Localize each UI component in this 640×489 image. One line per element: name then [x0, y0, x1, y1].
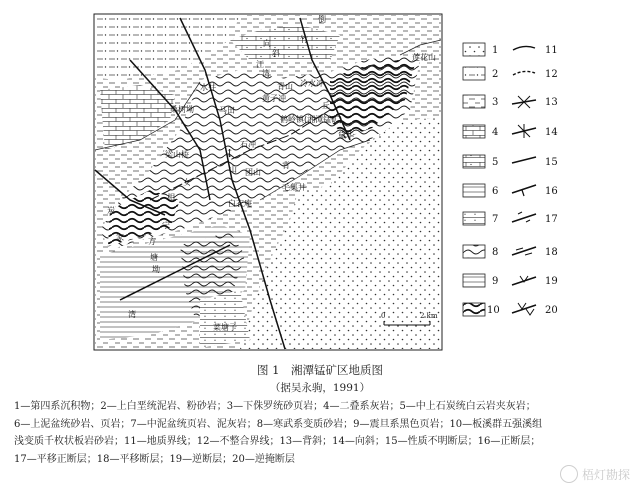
place-label: 鹤岭镇(湘潭锰矿)	[280, 115, 343, 124]
legend-col-1	[463, 43, 500, 316]
place-label: 菜塘子	[213, 323, 237, 332]
legend-number: 14	[545, 127, 558, 138]
place-label: 向	[263, 39, 271, 48]
legend-number: 18	[545, 247, 558, 258]
legend-swatch	[463, 303, 485, 316]
figure-title: 图 1 湘潭锰矿区地质图	[257, 363, 383, 377]
legend-swatch	[463, 184, 485, 197]
place-label: 团山	[245, 168, 261, 177]
legend-number: 16	[545, 186, 558, 197]
place-label: 莲花山	[412, 53, 436, 62]
place-label: 相	[167, 193, 175, 202]
legend-number: 12	[545, 69, 558, 80]
place-label: 背	[282, 161, 290, 170]
legend-symbol	[512, 276, 536, 285]
legend-number: 17	[545, 214, 558, 225]
place-label: 梁山桥	[165, 150, 189, 159]
legend-swatch	[463, 67, 485, 80]
place-label: 倒	[318, 15, 326, 24]
legend-swatch	[463, 43, 485, 56]
anticline-arrow-icon: ↕	[225, 147, 235, 160]
legend-symbol	[512, 247, 536, 255]
legend-line: 浅变质千枚状板岩砂岩；11—地质界线；12—不整合界线；13—背斜；14—向斜；15—性质不明断层；16—正断层；	[14, 436, 541, 447]
watermark	[560, 465, 630, 483]
figure-legend-text	[14, 398, 614, 468]
legend-number: 20	[545, 305, 558, 316]
legend-line: 6—上泥盆统砂岩、页岩；7—中泥盆统页岩、泥灰岩；8—寒武系变质砂岩；9—震旦系黑色页岩；10—板溪群五强溪组	[14, 418, 543, 430]
place-label: 毛集井	[282, 183, 306, 192]
legend-number: 7	[492, 214, 499, 225]
figure-source: （据吴永驹，1991）	[269, 382, 371, 394]
legend-symbol	[513, 46, 535, 50]
legend-swatch	[463, 125, 485, 138]
place-label: 江	[256, 60, 264, 69]
legend-symbol	[512, 185, 536, 196]
place-label: 湾	[128, 310, 136, 319]
scale-label: 2 km	[420, 312, 438, 320]
legend-line: 17—平移正断层；18—平移断层；19—逆断层；20—逆掩断层	[14, 453, 295, 465]
legend-col-2	[512, 46, 536, 315]
legend-symbol	[512, 212, 536, 222]
scale-zero: 0	[381, 312, 386, 320]
place-label: 山	[229, 165, 237, 174]
legend-symbol	[512, 124, 536, 138]
place-label: 水井	[200, 83, 216, 92]
legend-number: 10	[487, 305, 500, 316]
place-label: 家	[116, 233, 124, 242]
legend-number: 2	[492, 69, 499, 80]
place-label: 湾	[262, 69, 270, 78]
legend-number: 3	[492, 97, 499, 108]
place-label: 方	[148, 237, 156, 246]
legend-number: 15	[545, 157, 558, 168]
place-label: 斜	[272, 49, 280, 58]
legend-symbol	[512, 96, 536, 108]
legend-number: 1	[492, 45, 499, 56]
wechat-logo-icon	[560, 465, 578, 483]
legend-number: 19	[545, 276, 558, 287]
place-label: 石冲	[240, 140, 256, 149]
legend-number: 9	[492, 276, 499, 287]
legend-swatch	[463, 155, 485, 168]
place-label: 炭	[107, 206, 115, 215]
place-label: 黄子冲	[262, 94, 286, 103]
legend-symbol	[513, 71, 535, 75]
place-label: 桑树坳	[170, 105, 194, 114]
legend-swatch	[463, 274, 485, 287]
legend-number: 6	[492, 186, 499, 197]
legend-symbol	[512, 303, 536, 315]
place-label: 宁	[162, 221, 170, 230]
legend-number: 11	[545, 45, 558, 56]
place-label: 坳	[152, 265, 160, 274]
legend-number: 8	[492, 247, 499, 258]
legend-line: 1—第四系沉积物；2—上白垩统泥岩、粉砂岩；3—下侏罗统砂页岩；4—二叠系灰岩；5—中上石炭统白云岩夹灰岩；	[14, 401, 536, 412]
legend-swatch	[463, 212, 485, 225]
legend-number: 5	[492, 157, 499, 168]
place-label: 黛华	[338, 131, 354, 140]
legend-swatch	[463, 95, 485, 108]
place-label: 冷水冲	[300, 79, 324, 88]
watermark-text: 梧灯勘探	[581, 467, 630, 482]
legend-number: 4	[492, 127, 499, 138]
legend-symbol	[512, 157, 536, 163]
legend-number: 13	[545, 97, 558, 108]
place-label: 青山	[277, 82, 293, 91]
legend-swatch	[463, 245, 485, 258]
place-label: 马田	[219, 106, 235, 115]
place-label: 竹	[300, 35, 308, 44]
place-label: 女	[183, 178, 191, 187]
place-label: 丘	[322, 101, 330, 110]
place-label: 塘	[150, 253, 158, 262]
legend-col-2-labels	[545, 45, 558, 316]
place-label: 白衣庵	[228, 199, 252, 208]
